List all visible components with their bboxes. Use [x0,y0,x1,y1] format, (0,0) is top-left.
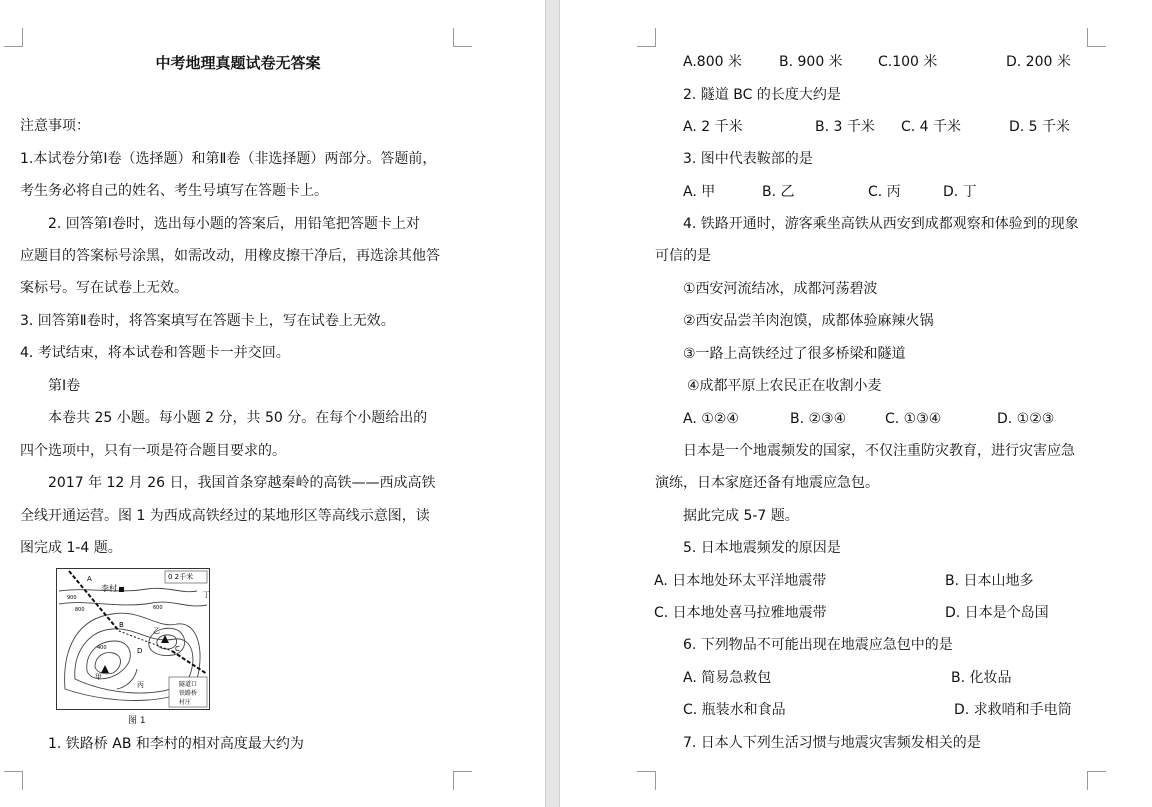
question-1: 1. 铁路桥 AB 和李村的相对高度最大约为 [48,736,304,752]
notice-heading: 注意事项： [20,118,90,134]
question-2: 2. 隧道 BC 的长度大约是 [683,87,841,103]
scale-label: 0 2千米 [168,573,194,581]
document-page-right [560,0,1152,807]
part-heading: 第Ⅰ卷 [48,378,81,394]
context-paragraph-cont: 图完成 1-4 题。 [20,540,122,556]
notice-item-1: 1.本试卷分第Ⅰ卷（选择题）和第Ⅱ卷（非选择题）两部分。答题前， [20,151,437,167]
notice-item-2-cont: 应题目的答案标号涂黑，如需改动，用橡皮擦干净后，再选涂其他答 [20,248,440,264]
japan-paragraph-cont: 演练，日本家庭还备有地震应急包。 [655,475,879,491]
document-page-left [0,0,545,807]
legend-label: 村庄 [179,699,192,706]
japan-instruction: 据此完成 5-7 题。 [683,508,799,524]
q3-option-b: B. 乙 [762,184,795,200]
legend-label: 隧道口 [179,681,198,688]
contour-map-figure [56,568,210,710]
place-label-yi: 乙 [153,627,160,635]
q6-option-d: D. 求救哨和手电筒 [954,702,1072,718]
q3-option-d: D. 丁 [943,184,977,200]
q2-option-a: A. 2 千米 [683,119,743,135]
q2-option-d: D. 5 千米 [1009,119,1071,135]
notice-item-2-cont: 案标号。写在试卷上无效。 [20,280,188,296]
q4-option-a: A. ①②④ [683,411,739,427]
question-6: 6. 下列物品不可能出现在地震应急包中的是 [683,637,953,653]
point-label-d: D [137,647,143,655]
contour-label: 900 [67,595,77,601]
q5-option-a: A. 日本地处环太平洋地震带 [654,573,827,589]
contour-label: 400 [97,645,107,651]
notice-item-4: 4. 考试结束，将本试卷和答题卡一并交回。 [20,345,290,361]
page-corner-mark [4,28,23,47]
contour-label: 600 [153,605,163,611]
point-label-b: B [119,621,124,629]
part-intro-cont: 四个选项中，只有一项是符合题目要求的。 [20,443,286,459]
q3-option-c: C. 丙 [868,184,901,200]
q4-option-c: C. ①③④ [885,411,942,427]
page-corner-mark [4,771,23,790]
q3-option-a: A. 甲 [683,184,716,200]
question-3: 3. 图中代表鞍部的是 [683,151,813,167]
context-paragraph: 2017 年 12 月 26 日，我国首条穿越秦岭的高铁——西成高铁 [48,475,436,491]
contour-label: 800 [75,607,85,613]
contour-map [57,569,209,709]
page-corner-mark [1087,28,1106,47]
q5-option-c: C. 日本地处喜马拉雅地震带 [654,605,827,621]
notice-item-3: 3. 回答第Ⅱ卷时，将答案填写在答题卡上，写在试卷上无效。 [20,313,395,329]
statement-2: ②西安品尝羊肉泡馍，成都体验麻辣火锅 [683,313,934,329]
question-4-cont: 可信的是 [655,248,711,264]
point-label-c: C [175,645,180,653]
page-corner-mark [453,771,472,790]
q6-option-c: C. 瓶装水和食品 [683,702,786,718]
place-label-bing: 丙 [137,681,144,689]
question-7: 7. 日本人下列生活习惯与地震灾害频发相关的是 [683,735,981,751]
document-title: 中考地理真题试卷无答案 [155,54,321,72]
q6-option-a: A. 简易急救包 [683,670,772,686]
page-corner-mark [637,771,656,790]
village-label: 李村 [101,584,117,593]
statement-3: ③一路上高铁经过了很多桥梁和隧道 [683,346,906,362]
page-corner-mark [1087,771,1106,790]
place-label-jia: 甲 [95,673,102,681]
q1-option-c: C.100 米 [878,54,938,70]
point-label-a: A [87,575,92,583]
legend-label: 铁路桥 [179,690,198,697]
q6-option-b: B. 化妆品 [951,670,1012,686]
page-corner-mark [637,28,656,47]
part-intro: 本卷共 25 小题。每小题 2 分，共 50 分。在每个小题给出的 [48,410,428,426]
statement-1: ①西安河流结冰，成都河荡碧波 [683,281,878,297]
context-paragraph-cont: 全线开通运营。图 1 为西成高铁经过的某地形区等高线示意图，读 [20,508,430,524]
q1-option-b: B. 900 米 [779,54,843,70]
page-gutter [545,0,560,807]
page-corner-mark [453,28,472,47]
figure-caption: 图 1 [128,716,146,726]
q5-option-d: D. 日本是个岛国 [945,605,1049,621]
place-label-ding: 丁 [203,591,210,599]
statement-4: ④成都平原上农民正在收割小麦 [687,378,882,394]
q2-option-b: B. 3 千米 [815,119,875,135]
q2-option-c: C. 4 千米 [901,119,962,135]
question-5: 5. 日本地震频发的原因是 [683,540,841,556]
q1-option-a: A.800 米 [683,54,742,70]
question-4: 4. 铁路开通时，游客乘坐高铁从西安到成都观察和体验到的现象 [683,216,1079,232]
notice-item-2: 2. 回答第Ⅰ卷时，选出每小题的答案后，用铅笔把答题卡上对 [48,216,420,232]
japan-paragraph: 日本是一个地震频发的国家，不仅注重防灾教育，进行灾害应急 [683,443,1075,459]
q5-option-b: B. 日本山地多 [945,573,1034,589]
q1-option-d: D. 200 米 [1006,54,1071,70]
q4-option-d: D. ①②③ [997,411,1055,427]
notice-item-1-cont: 考生务必将自己的姓名、考生号填写在答题卡上。 [20,183,328,199]
q4-option-b: B. ②③④ [790,411,847,427]
